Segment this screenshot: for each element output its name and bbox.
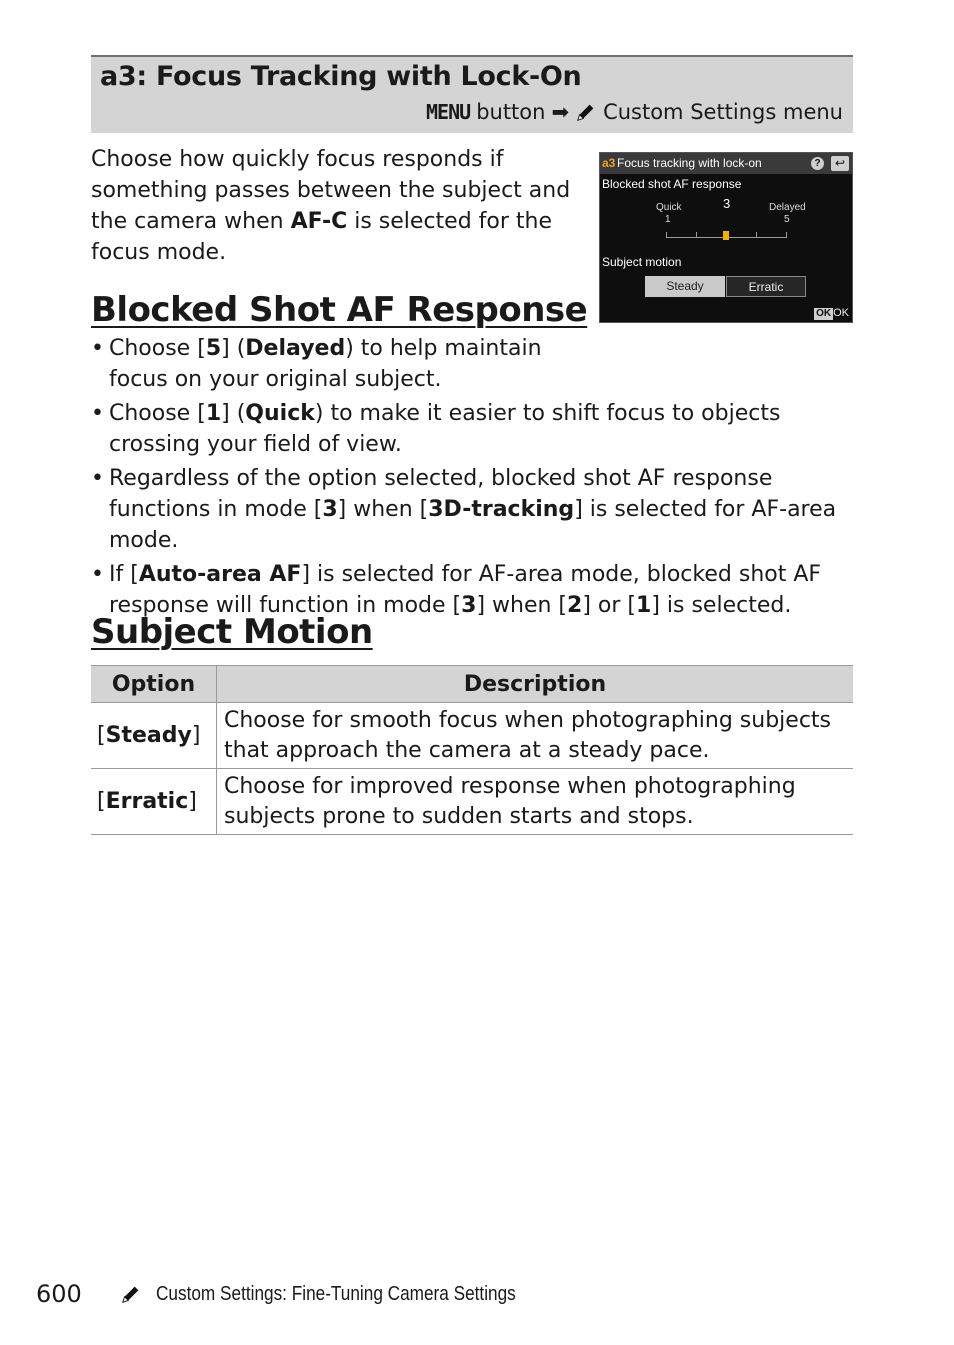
slider-tick: [786, 232, 787, 238]
camera-subtitle: Blocked shot AF response: [602, 177, 742, 191]
intro-paragraph: [91, 144, 571, 268]
bullet-item: • Regardless of the option selected, blocked shot AF response functions in mode [3] when [3D-tracking] is selected for AF-area mode.: [91, 463, 853, 556]
menu-path: [426, 100, 843, 124]
quick-value: 1: [665, 214, 671, 225]
menu-button-glyph: MENU: [426, 100, 471, 124]
ok-label: OK: [833, 307, 849, 319]
blocked-shot-bullets: [91, 333, 853, 624]
selected-value: 3: [723, 196, 731, 211]
table-row: [91, 769, 853, 835]
steady-option: Steady: [645, 276, 725, 297]
button-word: button: [476, 100, 546, 124]
camera-tab-code: a3: [602, 156, 616, 170]
table-row: [91, 703, 853, 769]
page-footer: [36, 1277, 574, 1311]
help-icon: ?: [811, 157, 824, 170]
intro-bold: AF-C: [290, 209, 348, 234]
quick-label: Quick: [656, 202, 682, 213]
blocked-shot-heading: Blocked Shot AF Response: [91, 290, 588, 330]
subject-motion-label: Subject motion: [602, 255, 682, 269]
bullet-item: • Choose [5] (Delayed) to help maintain focus on your original subject.: [91, 333, 589, 395]
ok-prompt: [814, 307, 849, 320]
menu-name: Custom Settings menu: [603, 100, 843, 124]
delayed-value: 5: [784, 214, 790, 225]
column-header-option: Option: [91, 666, 217, 703]
subject-motion-table: [91, 665, 853, 835]
option-cell: [Erratic]: [91, 769, 217, 835]
option-cell: [Steady]: [91, 703, 217, 769]
camera-screen: [599, 152, 853, 323]
description-cell: Choose for smooth focus when photographing subjects that approach the camera at a steady pace.: [217, 703, 854, 769]
section-header: [91, 55, 853, 133]
arrow-icon: ➡: [551, 100, 570, 124]
camera-title: Focus tracking with lock-on: [617, 156, 762, 170]
erratic-option: Erratic: [726, 276, 806, 297]
intro-text: Choose how quickly focus responds if something passes between the subject and the camera when: [91, 147, 571, 234]
description-cell: Choose for improved response when photographing subjects prone to sudden starts and stops.: [217, 769, 854, 835]
intro-text-end: is selected for the focus mode.: [91, 209, 553, 265]
slider-tick: [696, 232, 697, 238]
slider-tick: [756, 232, 757, 238]
section-title: a3: Focus Tracking with Lock-On: [100, 61, 582, 92]
subject-motion-heading: Subject Motion: [91, 612, 373, 652]
slider-marker: [723, 231, 729, 240]
slider-tick: [666, 232, 667, 238]
ok-button-icon: OK: [816, 308, 832, 319]
pencil-icon: [120, 1283, 142, 1305]
footer-text: Custom Settings: Fine-Tuning Camera Settings: [155, 1282, 516, 1305]
page-number: 600: [36, 1280, 82, 1308]
pencil-icon: [575, 101, 597, 123]
table-header-row: [91, 666, 853, 703]
delayed-label: Delayed: [769, 202, 806, 213]
back-icon: ↩: [831, 156, 849, 171]
bullet-item: • Choose [1] (Quick) to make it easier to shift focus to objects crossing your field of view.: [91, 398, 853, 460]
column-header-description: Description: [217, 666, 854, 703]
bullet-item: • If [Auto-area AF] is selected for AF-area mode, blocked shot AF response will function in mode [3] when [2] or [1] is selected.: [91, 559, 853, 621]
